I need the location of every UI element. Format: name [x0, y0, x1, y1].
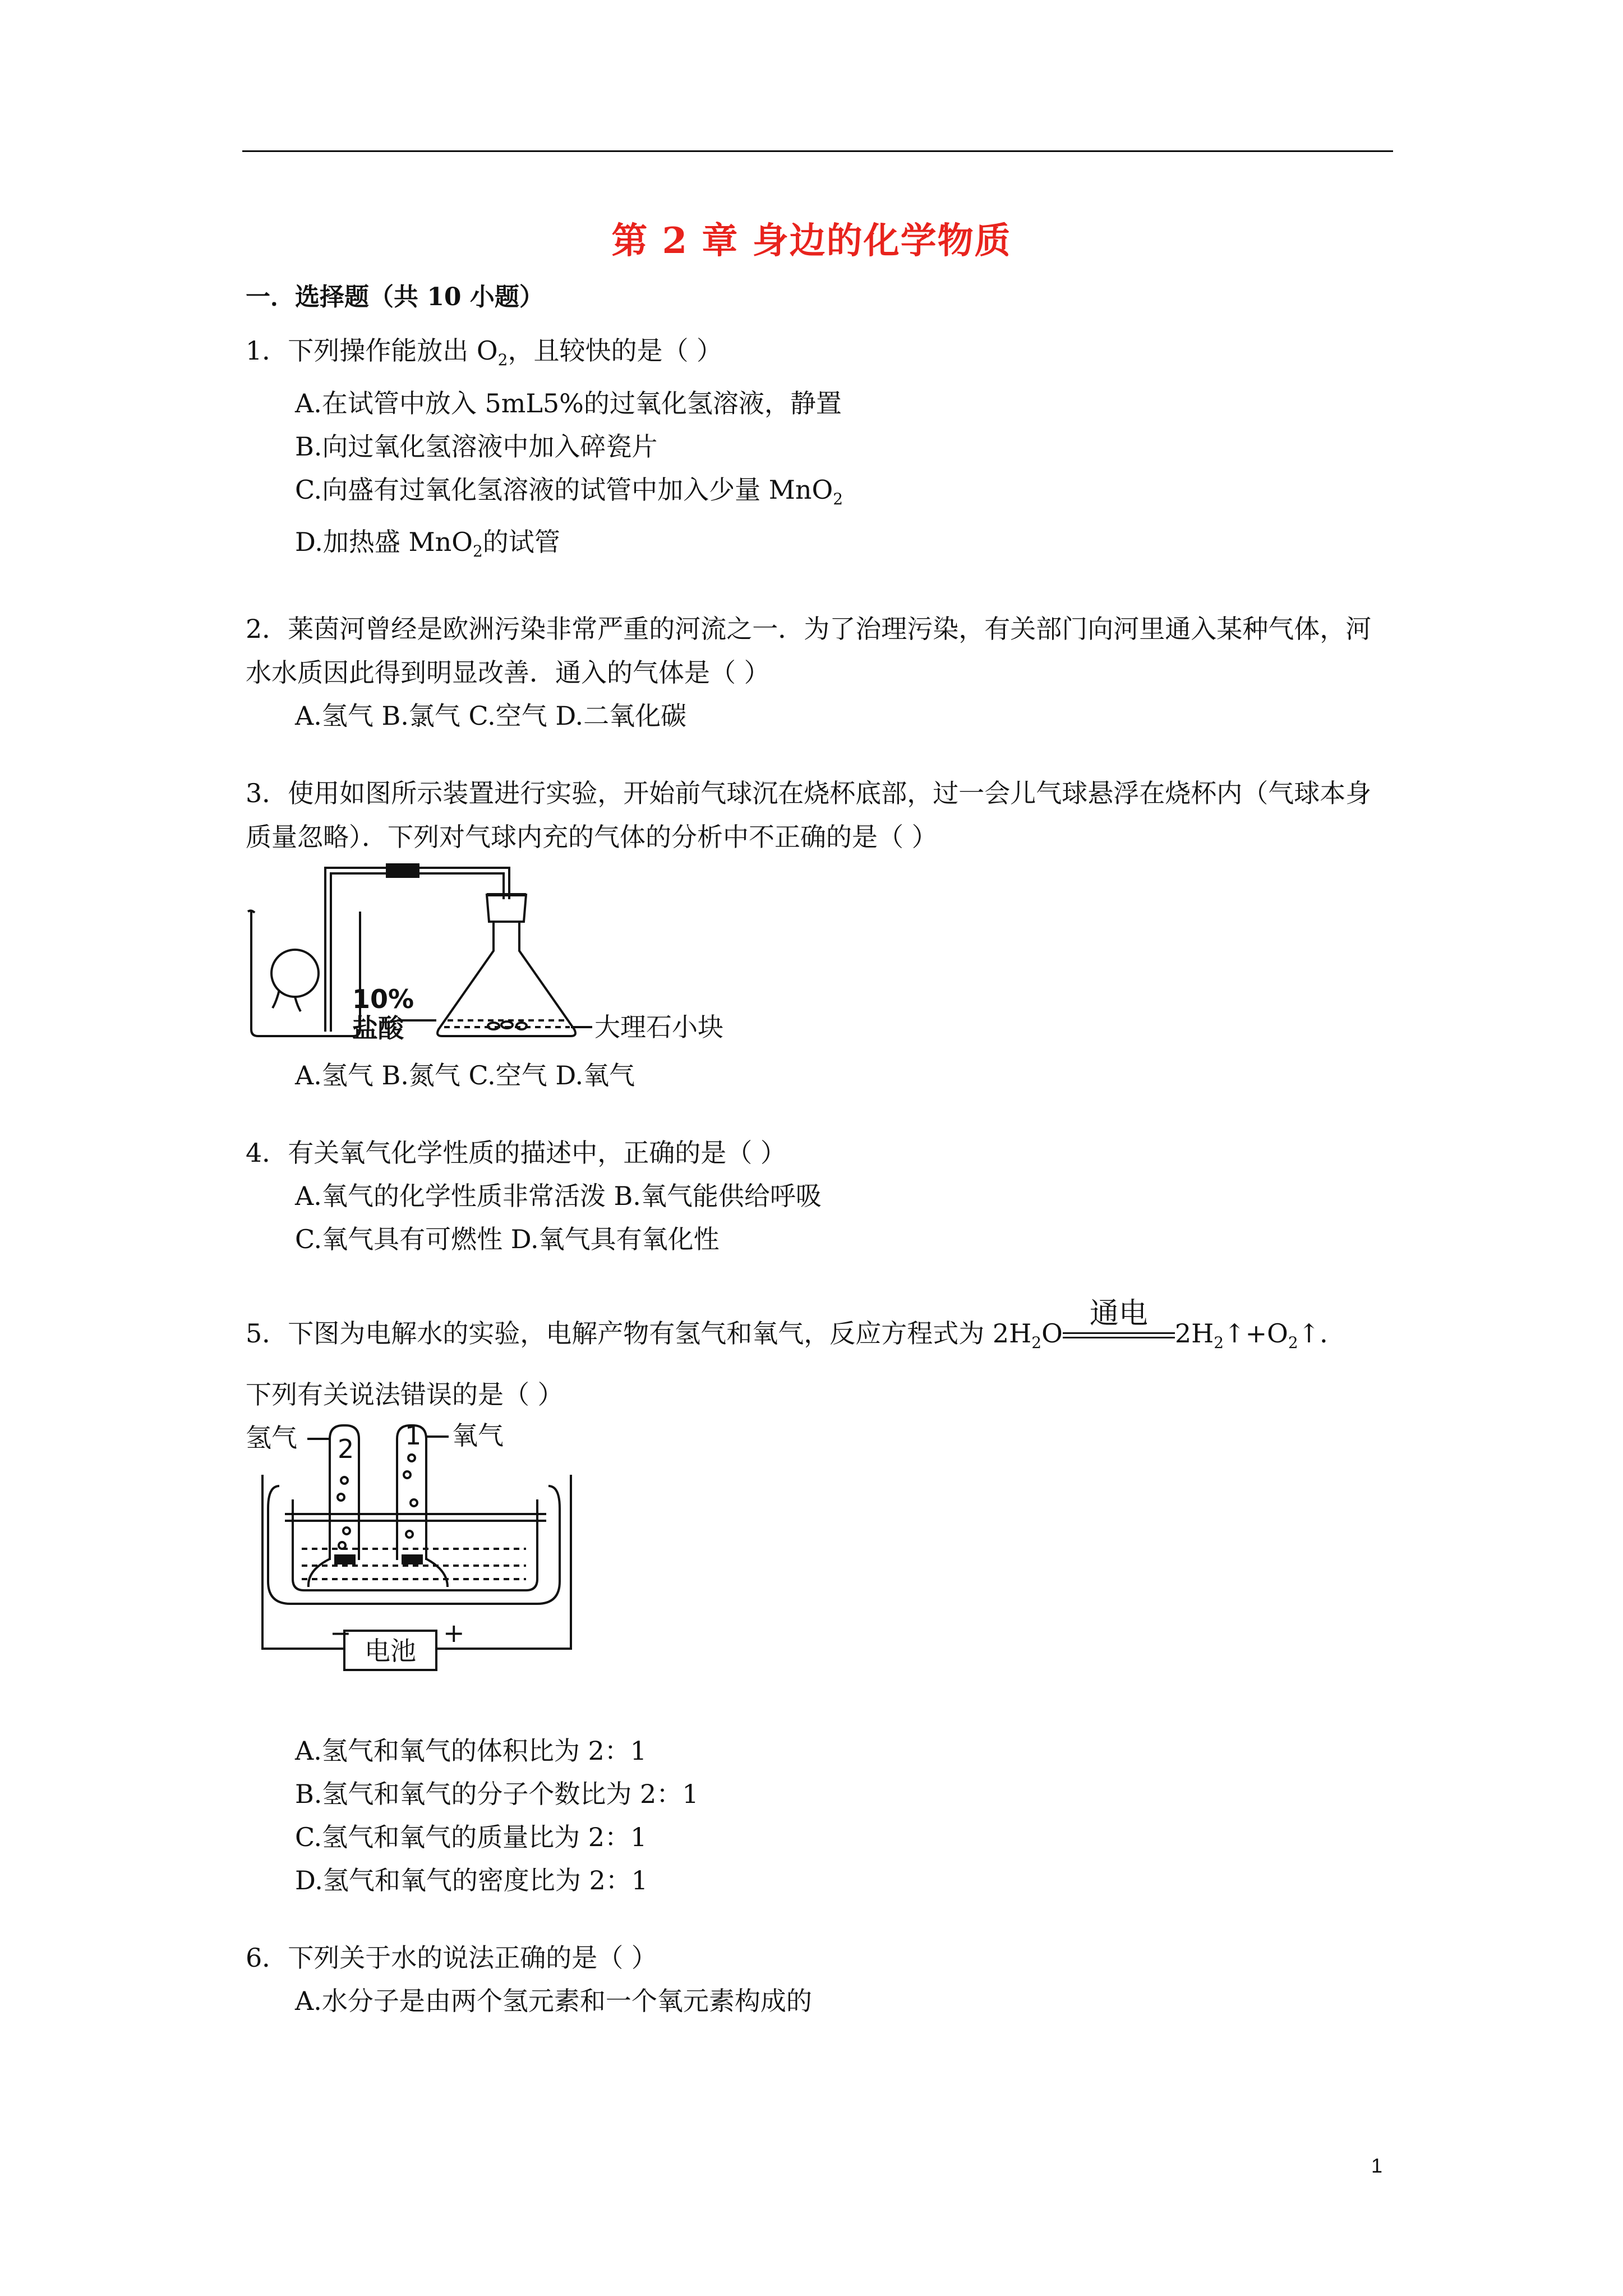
reaction-condition: 通电 — [1089, 1296, 1148, 1331]
question-3-stem: 3．使用如图所示装置进行实验，开始前气球沉在烧杯底部，过一会儿气球悬浮在烧杯内（气球本身质量忽略）．下列对气球内充的气体的分析中不正确的是（ ） — [246, 777, 1372, 852]
fig-marble-label: 大理石小块 — [594, 1011, 723, 1042]
question-3-options: A.氢气 B.氮气 C.空气 D.氧气 — [295, 1060, 635, 1091]
question-2-options: A.氢气 B.氯气 C.空气 D.二氧化碳 — [295, 700, 687, 731]
page-title: 第 2 章 身边的化学物质 — [611, 220, 1012, 262]
fig-battery-label: 电池 — [365, 1635, 416, 1666]
question-1-stem: 1．下列操作能放出 $O_2$，且较快的是（ ） — [246, 335, 723, 370]
fig-acid-label: 盐酸 — [352, 1013, 404, 1043]
question-3 — [246, 771, 1395, 1097]
question-5-stem: 5．下图为电解水的实验，电解产物有氢气和氧气，反应方程式为 $2H_2O$ 通电 $2H_2↑+O_2↑$． — [246, 1312, 1395, 1365]
question-1-option-a: A.在试管中放入 5mL5%的过氧化氢溶液，静置 — [295, 388, 842, 419]
question-4-options-line-1: A.氧气的化学性质非常活泼 B.氧气能供给呼吸 — [295, 1180, 822, 1211]
header-rule — [242, 150, 1393, 152]
question-1-option-c: C.向盛有过氧化氢溶液的试管中加入少量 MnO$_2$ — [295, 475, 843, 509]
question-5-option-c: C.氢气和氧气的质量比为 2：1 — [295, 1821, 647, 1852]
question-4-stem: 4．有关氧气化学性质的描述中，正确的是（ ） — [246, 1137, 786, 1168]
question-2-stem: 2．莱茵河曾经是欧洲污染非常严重的河流之一．为了治理污染，有关部门向河里通入某种气体，河水水质因此得到明显改善．通入的气体是（ ） — [246, 613, 1372, 688]
question-4 — [246, 1131, 1395, 1261]
electrode-positive — [403, 1556, 422, 1563]
question-5-option-b: B.氢气和氧气的分子个数比为 2：1 — [295, 1778, 699, 1809]
fig-plus-sign: + — [443, 1617, 465, 1648]
electrode-negative — [335, 1556, 354, 1563]
rubber-connector — [387, 864, 418, 877]
page-number: 1 — [1371, 2154, 1383, 2177]
fig-oxygen-label: 氧气 — [452, 1420, 504, 1451]
question-1 — [246, 329, 1395, 573]
question-5-option-a: A.氢气和氧气的体积比为 2：1 — [295, 1735, 647, 1766]
beaker-outline — [251, 912, 360, 1036]
support-platform — [285, 1514, 546, 1521]
fig-acid-concentration: 10% — [352, 983, 414, 1014]
conical-flask — [437, 922, 575, 1036]
fig-tube-1-label: 1 — [405, 1420, 422, 1451]
balloon-icon — [271, 950, 319, 997]
question-1-option-d: D.加热盛 MnO$_2$的试管 — [295, 527, 560, 561]
question-5-stem-line-2: 下列有关说法错误的是（ ） — [246, 1379, 564, 1410]
stopper — [487, 895, 526, 922]
question-6-stem: 6．下列关于水的说法正确的是（ ） — [246, 1942, 657, 1973]
question-2 — [246, 607, 1395, 738]
question-6-option-a: A.水分子是由两个氢元素和一个氧元素构成的 — [295, 1985, 812, 2016]
reaction-arrow — [1063, 1296, 1175, 1347]
balloon-apparatus-diagram — [246, 861, 728, 1046]
water-trough — [268, 1486, 560, 1604]
question-3-figure — [246, 861, 1395, 1048]
fig-tube-2-label: 2 — [338, 1433, 354, 1464]
electrolysis-apparatus-diagram — [246, 1419, 593, 1722]
question-1-option-b: B.向过氧化氢溶液中加入碎瓷片 — [295, 431, 658, 462]
question-6 — [246, 1936, 1395, 2023]
fig-minus-sign: − — [330, 1617, 352, 1648]
question-5 — [246, 1296, 1395, 1902]
worksheet-body — [246, 280, 1395, 2056]
question-5-option-d: D.氢气和氧气的密度比为 2：1 — [295, 1865, 648, 1895]
question-5-figure — [246, 1419, 1395, 1724]
fig-hydrogen-label: 氢气 — [246, 1422, 297, 1453]
question-4-options-line-2: C.氧气具有可燃性 D.氧气具有氧化性 — [295, 1223, 720, 1254]
section-heading: 一．选择题（共 10 小题） — [246, 283, 544, 311]
